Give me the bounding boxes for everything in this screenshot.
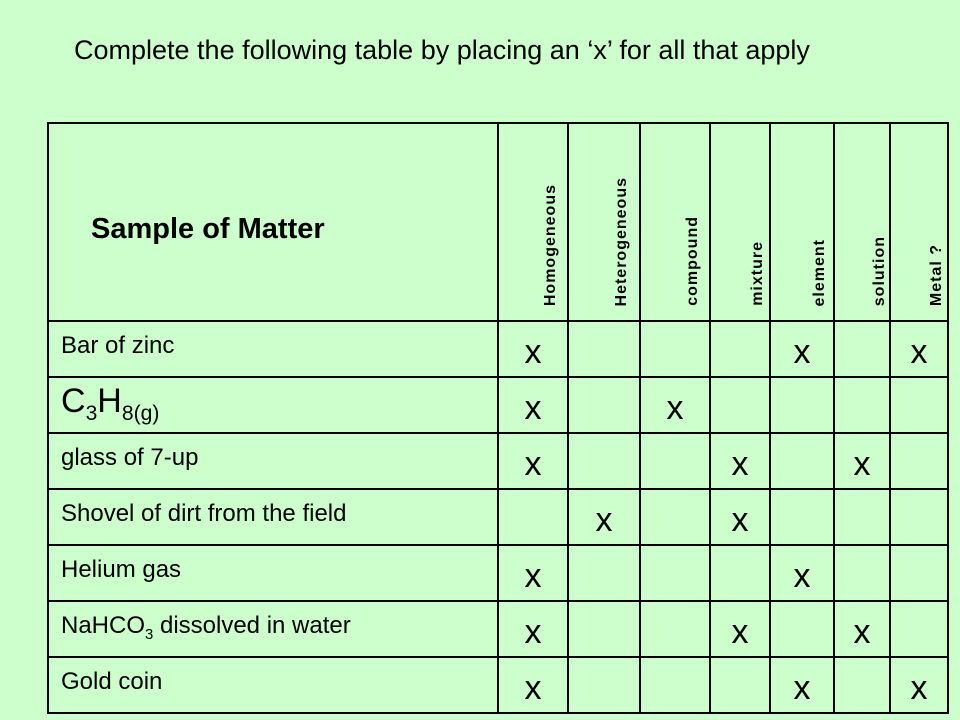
mark-cell[interactable] [710,545,770,601]
mark-cell[interactable]: x [770,321,834,377]
corner-label: Sample of Matter [48,123,498,321]
mark-cell[interactable] [640,433,710,489]
col-homogeneous [498,123,568,321]
mark-cell[interactable] [834,657,890,713]
mark-cell[interactable] [890,601,948,657]
mark-cell[interactable] [640,321,710,377]
col-mixture [710,123,770,321]
matter-table [47,122,949,714]
mark-cell[interactable]: x [640,377,710,433]
table-row [48,321,948,377]
mark-cell[interactable] [834,321,890,377]
mark-cell[interactable] [568,433,640,489]
mark-cell[interactable]: x [834,601,890,657]
mark-cell[interactable] [834,545,890,601]
mark-cell[interactable] [710,657,770,713]
mark-cell[interactable] [770,601,834,657]
mark-cell[interactable]: x [770,657,834,713]
col-label: Heterogeneous [613,176,630,306]
mark-cell[interactable] [834,489,890,545]
col-compound [640,123,710,321]
mark-cell[interactable] [890,433,948,489]
col-metal [890,123,948,321]
mark-cell[interactable] [640,545,710,601]
col-label: Metal ? [928,243,945,306]
mark-cell[interactable] [568,657,640,713]
mark-cell[interactable] [770,489,834,545]
col-element [770,123,834,321]
col-solution [834,123,890,321]
mark-cell[interactable]: x [498,601,568,657]
mark-cell[interactable] [568,377,640,433]
mark-cell[interactable] [890,489,948,545]
mark-cell[interactable]: x [710,433,770,489]
mark-cell[interactable] [568,545,640,601]
sample-cell [48,601,498,657]
table-row [48,657,948,713]
mark-cell[interactable]: x [890,321,948,377]
table-row [48,601,948,657]
mark-cell[interactable] [498,489,568,545]
mark-cell[interactable]: x [834,433,890,489]
sample-cell: Shovel of dirt from the field [48,489,498,545]
mark-cell[interactable]: x [770,545,834,601]
col-label: solution [871,235,888,306]
sample-cell [48,377,498,433]
mark-cell[interactable] [890,377,948,433]
formula-part: H [97,382,122,420]
table-row [48,433,948,489]
table-row [48,377,948,433]
sample-cell: Bar of zinc [48,321,498,377]
mark-cell[interactable]: x [498,657,568,713]
col-label: Homogeneous [542,183,559,306]
sample-cell: Gold coin [48,657,498,713]
col-label: mixture [749,241,766,306]
mark-cell[interactable]: x [710,601,770,657]
mark-cell[interactable] [640,657,710,713]
table-row [48,489,948,545]
table-row [48,545,948,601]
formula-subscript: 3 [145,626,154,643]
formula-subscript: 3 [85,401,98,425]
mark-cell[interactable] [640,489,710,545]
instruction-text: Complete the following table by placing an ‘x’ for all that apply [74,35,810,65]
mark-cell[interactable] [890,545,948,601]
header-row [48,123,948,321]
col-label: element [811,238,828,306]
mark-cell[interactable] [710,377,770,433]
mark-cell[interactable] [770,377,834,433]
sample-cell: glass of 7-up [48,433,498,489]
formula-subscript: 8(g) [121,401,160,425]
mark-cell[interactable] [568,601,640,657]
mark-cell[interactable] [834,377,890,433]
formula-part: C [61,382,86,420]
mark-cell[interactable]: x [568,489,640,545]
mark-cell[interactable]: x [498,377,568,433]
mark-cell[interactable]: x [498,321,568,377]
col-heterogeneous [568,123,640,321]
sample-text: dissolved in water [153,612,351,639]
mark-cell[interactable]: x [498,433,568,489]
mark-cell[interactable]: x [710,489,770,545]
sample-text: NaHCO [61,612,146,639]
mark-cell[interactable] [640,601,710,657]
mark-cell[interactable] [568,321,640,377]
mark-cell[interactable] [770,433,834,489]
mark-cell[interactable]: x [890,657,948,713]
mark-cell[interactable] [710,321,770,377]
mark-cell[interactable]: x [498,545,568,601]
sample-cell: Helium gas [48,545,498,601]
col-label: compound [684,216,701,306]
